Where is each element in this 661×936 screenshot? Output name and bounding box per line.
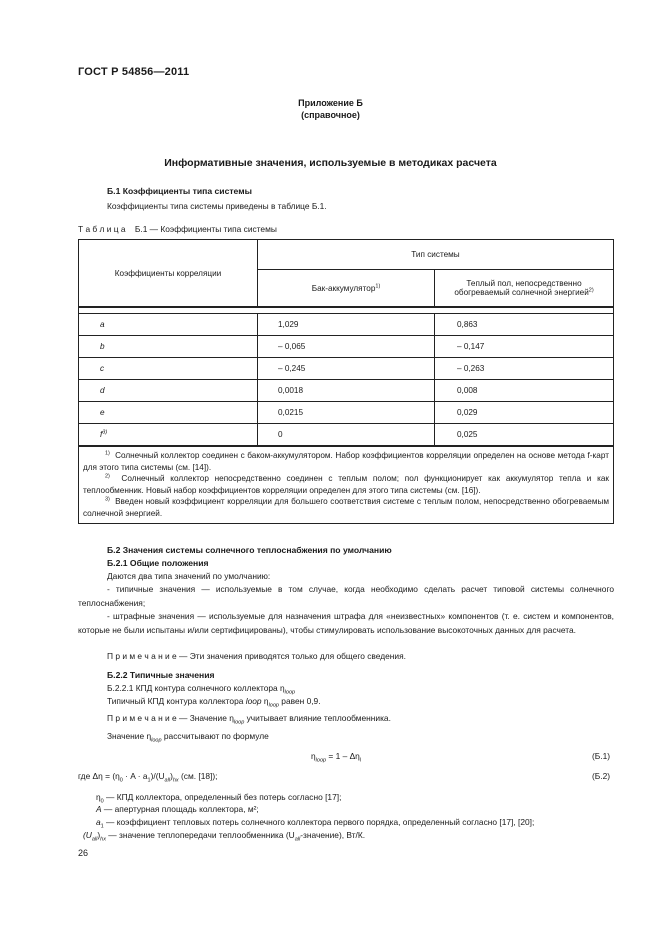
document-header: ГОСТ Р 54856—2011 — [78, 66, 190, 78]
list-item-typical: - типичные значения — используемые в том случае, когда необходимо сделать расчет типовой системы солнечного теплоснабжения; — [78, 584, 614, 608]
definition-eta0: $\eta_0$ — КПД коллектора, определенный без потерь согласно [17]; — [96, 792, 342, 805]
footnote-1: $^{1)}$ Солнечный коллектор соединен с баком-аккумулятором. Набор коэффициентов корреляции определен на основе метода f-карт для этого типа системы (см. [14]). — [83, 450, 609, 472]
cell-value-floor: – 0,263 — [435, 358, 614, 380]
table-row — [79, 314, 614, 336]
table-row — [79, 358, 614, 380]
footnote-3: $^{3)}$ Введен новый коэффициент корреляции для большего соответствия системе с теплым полом, непосредственно обогреваемым солнечной энергией. — [83, 496, 609, 518]
subheader-tank: Бак-аккумулятор$^{1)}$ — [258, 270, 435, 308]
table-row — [79, 424, 614, 447]
definition-area: A — апертурная площадь коллектора, м²; — [96, 804, 259, 814]
table-row — [79, 402, 614, 424]
table-row — [79, 336, 614, 358]
formula-b2-number: (Б.2) — [592, 771, 611, 781]
cell-value-tank: 0,0215 — [258, 402, 435, 424]
table-footnotes — [79, 446, 614, 523]
definition-uhx: $(U_{all})_{hx}$ — значение теплопередачи теплообменника $(U_{all}-значение)$, Вт/К. — [83, 830, 366, 843]
defaults-intro: Даются два типа значений по умолчанию: — [107, 571, 271, 581]
cell-value-floor: – 0,147 — [435, 336, 614, 358]
coefficients-table — [78, 239, 614, 524]
note-1: П р и м е ч а н и е — Эти значения приводятся только для общего сведения. — [107, 651, 406, 661]
formula-b2: где $\Delta\eta = (\eta_0 \cdot A \cdot a_1)/(U_{all})_{hx}$ (см. [18]); — [78, 771, 218, 784]
formula-intro: Значение $\eta_{loop}$ рассчитывают по формуле — [107, 731, 269, 744]
section-b22-heading: Б.2.2 Типичные значения — [107, 670, 215, 680]
section-b221-heading: Б.2.2.1 КПД контура солнечного коллектора $\eta_{loop}$ — [107, 683, 296, 696]
group-header-system-type: Тип системы — [258, 240, 614, 270]
cell-coef: d — [79, 380, 258, 402]
cell-coef: a — [79, 314, 258, 336]
cell-coef: b — [79, 336, 258, 358]
cell-value-floor: 0,025 — [435, 424, 614, 447]
cell-value-floor: 0,863 — [435, 314, 614, 336]
section-b1-heading: Б.1 Коэффициенты типа системы — [107, 186, 252, 196]
main-title: Информативные значения, используемые в методиках расчета — [164, 157, 497, 169]
table-caption — [78, 223, 277, 237]
annex-title: Приложение Б — [298, 98, 363, 108]
cell-value-floor: 0,008 — [435, 380, 614, 402]
subheader-floor: Теплый пол, непосредственно обогреваемый солнечной энергией$^{2)}$ — [435, 270, 614, 308]
cell-value-tank: 1,029 — [258, 314, 435, 336]
note-2: П р и м е ч а н и е — Значение $\eta_{loop}$ учитывает влияние теплообменника. — [107, 713, 391, 726]
cell-value-tank: – 0,065 — [258, 336, 435, 358]
section-b1-text: Коэффициенты типа системы приведены в таблице Б.1. — [107, 201, 327, 211]
definition-a1: $a_1$ — коэффициент тепловых потерь солнечного коллектора первого порядка, определенный согласно [17], [20]; — [96, 817, 535, 830]
formula-b1-number: (Б.1) — [592, 751, 611, 761]
cell-coef: $f^{3)}$ — [79, 424, 258, 447]
section-b21-heading: Б.2.1 Общие положения — [107, 558, 209, 568]
table-caption-prefix: Т а б л и ц а — [78, 224, 126, 234]
footnote-2: $^{2)}$ Солнечный коллектор непосредственно соединен с теплым полом; пол функционирует как аккумулятор тепла и как теплообменник. Новый набор коэффициентов корреляции определен для этого типа системы (см. [16]). — [83, 473, 609, 495]
typical-efficiency-text: Типичный КПД контура коллектора loop $\eta_{loop}$ равен 0,9. — [107, 696, 321, 709]
cell-value-tank: 0 — [258, 424, 435, 447]
cell-value-tank: 0,0018 — [258, 380, 435, 402]
table-caption-text: Б.1 — Коэффициенты типа системы — [134, 224, 277, 234]
col-header-coefficients: Коэффициенты корреляции — [79, 240, 258, 308]
cell-coef: c — [79, 358, 258, 380]
table-row — [79, 380, 614, 402]
section-b2-heading: Б.2 Значения системы солнечного теплоснабжения по умолчанию — [107, 545, 392, 555]
cell-coef: e — [79, 402, 258, 424]
formula-b1: $\eta_{loop} = 1 - \Delta\eta_l$ — [311, 751, 362, 764]
page-number: 26 — [78, 848, 89, 858]
cell-value-floor: 0,029 — [435, 402, 614, 424]
annex-kind: (справочное) — [301, 110, 360, 120]
list-item-penalty: - штрафные значения — используемые для назначения штрафа для «неизвестных» компонентов (т. е. систем и компонентов, которые не были испытаны и/или сертифицированы), чтобы стимулировать использование высокоточных данных для расчета. — [78, 611, 614, 635]
cell-value-tank: – 0,245 — [258, 358, 435, 380]
